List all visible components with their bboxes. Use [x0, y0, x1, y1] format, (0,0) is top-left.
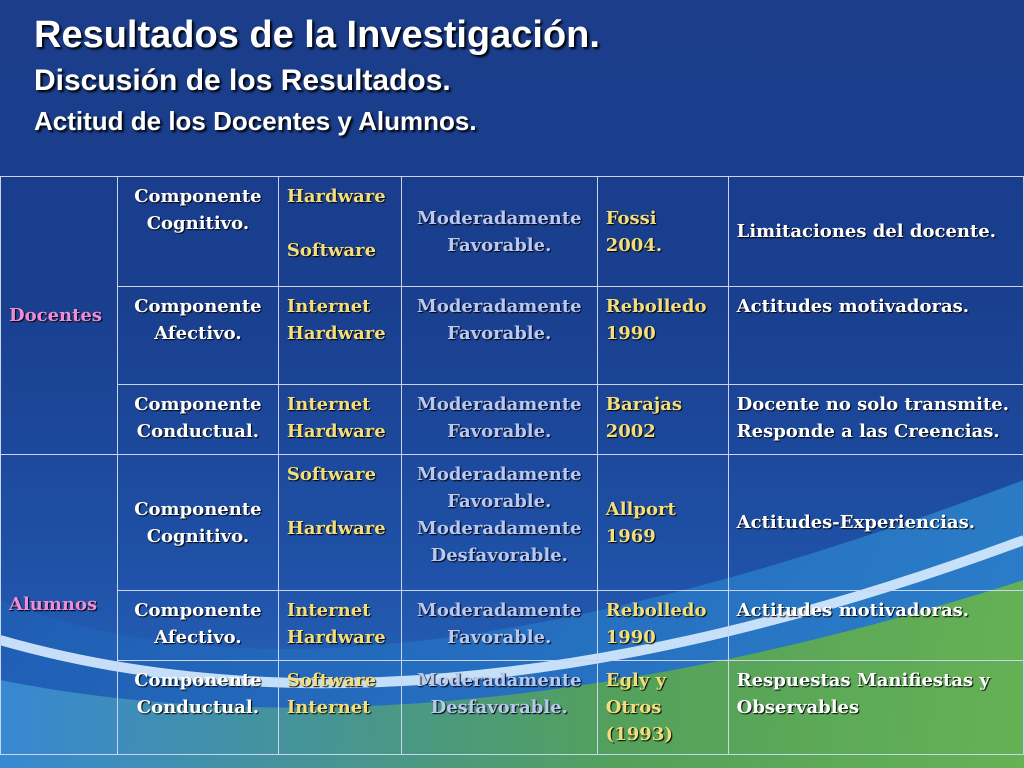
- page-title: Resultados de la Investigación.: [34, 14, 600, 56]
- component-cell: [117, 287, 278, 385]
- title-block: [34, 10, 600, 140]
- valuation-line: Desfavorable.: [430, 545, 568, 566]
- author-cell: [597, 287, 728, 385]
- table-row: [1, 287, 1024, 385]
- valuation-line: Moderadamente: [416, 394, 582, 415]
- author-line: Rebolledo: [605, 296, 707, 317]
- valuation-line: Moderadamente: [416, 518, 582, 539]
- technology-line: Software: [286, 240, 377, 261]
- component-line: Afectivo.: [154, 627, 242, 648]
- technology-cell: [278, 385, 401, 455]
- valuation-cell: [401, 287, 597, 385]
- group-cell: Alumnos: [1, 455, 118, 755]
- author-line: 1969: [605, 525, 656, 547]
- result-line: Actitudes-Experiencias.: [736, 512, 975, 533]
- component-line: Componente: [134, 670, 262, 691]
- result-cell: [728, 591, 1023, 661]
- spacer: [287, 210, 393, 237]
- result-line: Actitudes motivadoras.: [736, 600, 970, 621]
- component-cell: [117, 661, 278, 755]
- technology-line: Hardware: [286, 323, 386, 344]
- component-cell: [117, 385, 278, 455]
- page-subsubtitle: Actitud de los Docentes y Alumnos.: [34, 106, 477, 136]
- technology-cell: [278, 591, 401, 661]
- author-line: Otros: [605, 697, 662, 718]
- result-line: Responde a las Creencias.: [736, 421, 1000, 442]
- table-row: [1, 177, 1024, 287]
- valuation-line: Favorable.: [447, 421, 552, 442]
- valuation-line: Moderadamente: [416, 464, 582, 485]
- table-row: [1, 455, 1024, 591]
- technology-line: Hardware: [286, 627, 386, 648]
- author-line: 2002: [605, 421, 656, 442]
- technology-line: Internet: [286, 394, 371, 415]
- technology-cell: [278, 177, 401, 287]
- author-line: 1990: [605, 627, 656, 648]
- component-line: Componente: [134, 186, 262, 207]
- author-line: Allport: [605, 498, 676, 520]
- author-cell: [597, 591, 728, 661]
- technology-line: Internet: [286, 697, 371, 718]
- component-line: Conductual.: [136, 421, 260, 442]
- result-line: Limitaciones del docente.: [736, 221, 997, 242]
- valuation-line: Moderadamente: [416, 296, 582, 317]
- technology-line: Software: [286, 670, 377, 691]
- result-line: Respuestas Manifiestas y Observables: [736, 670, 990, 718]
- group-cell: Docentes: [1, 177, 118, 455]
- result-line: Actitudes motivadoras.: [736, 296, 970, 317]
- result-cell: [728, 287, 1023, 385]
- result-cell: [728, 385, 1023, 455]
- table-row: [1, 591, 1024, 661]
- result-line: Docente no solo transmite.: [736, 394, 1010, 415]
- valuation-line: Moderadamente: [416, 670, 582, 691]
- technology-cell: [278, 661, 401, 755]
- result-cell: [728, 455, 1023, 591]
- valuation-cell: [401, 177, 597, 287]
- author-cell: [597, 661, 728, 755]
- valuation-line: Moderadamente: [416, 207, 582, 229]
- author-cell: [597, 455, 728, 591]
- result-cell: [728, 661, 1023, 755]
- results-table: [0, 176, 1024, 755]
- component-line: Cognitivo.: [146, 213, 250, 234]
- technology-line: Software: [286, 464, 377, 485]
- page-subtitle: Discusión de los Resultados.: [34, 64, 451, 97]
- valuation-cell: [401, 455, 597, 591]
- component-cell: [117, 177, 278, 287]
- component-cell: [117, 591, 278, 661]
- valuation-line: Favorable.: [447, 234, 552, 256]
- component-line: Componente: [134, 600, 262, 621]
- valuation-line: Desfavorable.: [430, 697, 568, 718]
- component-line: Conductual.: [136, 697, 260, 718]
- technology-line: Hardware: [286, 186, 386, 207]
- author-line: 2004.: [605, 234, 663, 256]
- author-line: (1993): [605, 724, 673, 745]
- technology-line: Hardware: [286, 421, 386, 442]
- technology-line: Hardware: [286, 518, 386, 539]
- component-line: Componente: [134, 296, 262, 317]
- author-cell: [597, 385, 728, 455]
- technology-line: Internet: [286, 296, 371, 317]
- technology-line: Internet: [286, 600, 371, 621]
- valuation-cell: [401, 591, 597, 661]
- technology-cell: [278, 287, 401, 385]
- component-line: Afectivo.: [154, 323, 242, 344]
- table-row: [1, 385, 1024, 455]
- author-line: 1990: [605, 323, 656, 344]
- author-line: Egly y: [605, 670, 667, 691]
- valuation-line: Favorable.: [447, 323, 552, 344]
- component-line: Componente: [134, 394, 262, 415]
- valuation-line: Moderadamente: [416, 600, 582, 621]
- author-line: Fossi: [605, 207, 657, 229]
- component-line: Cognitivo.: [146, 525, 250, 547]
- author-line: Barajas: [605, 394, 683, 415]
- spacer: [287, 488, 393, 515]
- result-cell: [728, 177, 1023, 287]
- technology-cell: [278, 455, 401, 591]
- valuation-line: Favorable.: [447, 491, 552, 512]
- author-cell: [597, 177, 728, 287]
- table-row: [1, 661, 1024, 755]
- valuation-cell: [401, 661, 597, 755]
- component-line: Componente: [134, 498, 262, 520]
- valuation-line: Favorable.: [447, 627, 552, 648]
- component-cell: [117, 455, 278, 591]
- author-line: Rebolledo: [605, 600, 707, 621]
- valuation-cell: [401, 385, 597, 455]
